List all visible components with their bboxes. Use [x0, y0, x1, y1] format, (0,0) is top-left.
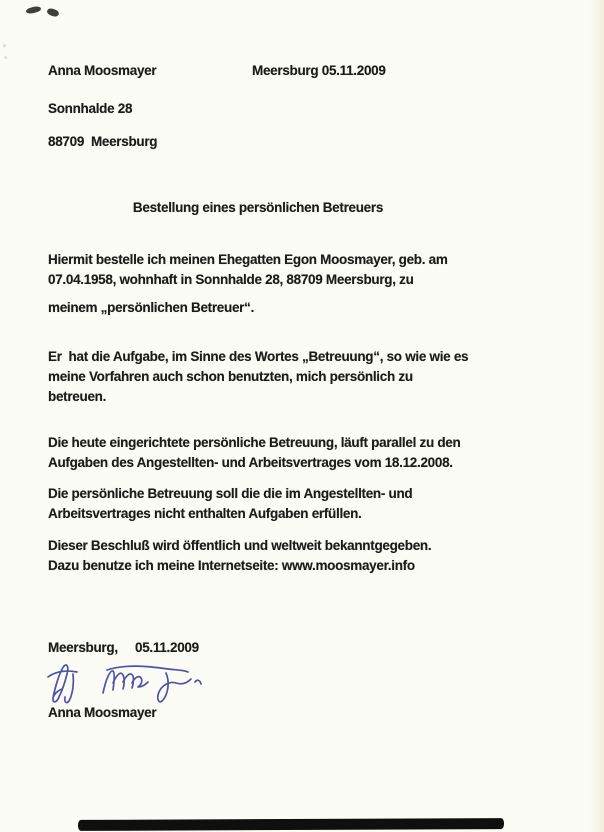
paragraph-parallel-contract [48, 433, 460, 473]
sender-postal-city: 88709 Meersburg [48, 134, 158, 149]
scan-artifact-bottom-bar [78, 818, 504, 831]
text-line: Dieser Beschluß wird öffentlich und weltweit bekanntgegeben. [48, 538, 432, 553]
text-line: betreuen. [48, 389, 107, 404]
sender-name: Anna Moosmayer [48, 63, 157, 78]
text-line: Hiermit bestelle ich meinen Ehegatten Egon Moosmayer, geb. am [48, 252, 448, 267]
text-line: Die heute eingerichtete persönliche Betreuung, läuft parallel zu den [48, 435, 461, 450]
text-line: Die persönliche Betreuung soll die die im Angestellten- und [48, 486, 413, 501]
text-line: Aufgaben des Angestellten- und Arbeitsvertrages vom 18.12.2008. [48, 455, 453, 470]
signer-name: Anna Moosmayer [48, 705, 157, 720]
text-line: Arbeitsvertrages nicht enthalten Aufgaben erfüllen. [48, 506, 362, 521]
text-line: Er hat die Aufgabe, im Sinne des Wortes „Betreuung“, so wie wie es [48, 349, 469, 364]
paragraph-duties [48, 484, 412, 524]
letter-title: Bestellung eines persönlichen Betreuers [132, 200, 384, 215]
paragraph-appointment [48, 250, 448, 290]
paragraph-appointment-continued [48, 298, 254, 318]
paragraph-announcement [48, 536, 431, 576]
text-line: meinem „persönlichen Betreuer“. [48, 300, 255, 315]
scan-edge-shadow [588, 0, 604, 832]
text-line: 07.04.1958, wohnhaft in Sonnhalde 28, 88709 Meersburg, zu [48, 272, 414, 287]
letter-place-date: Meersburg 05.11.2009 [252, 63, 386, 78]
text-line: meine Vorfahren auch schon benutzten, mich persönlich zu [48, 369, 413, 384]
text-line: Dazu benutze ich meine Internetseite: www.moosmayer.info [48, 558, 415, 573]
paragraph-task [48, 347, 468, 407]
scan-artifact-corner-mark [26, 6, 42, 15]
scan-artifact-speckle [2, 38, 8, 64]
sender-street: Sonnhalde 28 [48, 101, 133, 116]
closing-place-date: Meersburg, 05.11.2009 [48, 640, 199, 655]
scan-artifact-corner-mark [46, 7, 60, 17]
